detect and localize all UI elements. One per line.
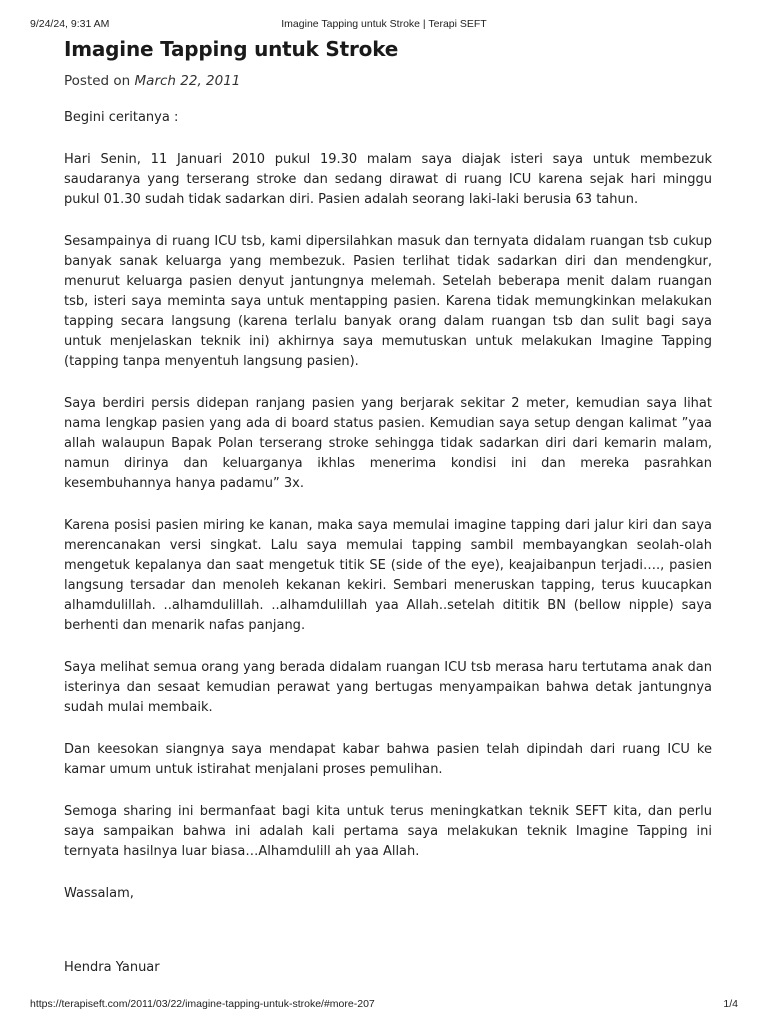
paragraph: Saya melihat semua orang yang berada didalam ruangan ICU tsb merasa haru tertutama anak dan isterinya dan sesaat kemudian perawat yang bertugas menyampaikan bahwa detak jantungnya sudah mulai membaik. [64, 660, 712, 715]
print-footer [30, 998, 738, 1012]
print-header [30, 18, 738, 32]
author-name: Hendra Yanuar [64, 960, 160, 975]
paragraph: Sesampainya di ruang ICU tsb, kami dipersilahkan masuk dan ternyata didalam ruangan tsb cukup banyak sanak keluarga yang membezuk. Pasien terlihat tidak sadarkan diri dan mendengkur, menurut keluarga pasien denyut jantungnya melemah. Setelah beberapa menit dalam ruangan tsb, isteri saya meminta saya untuk mentapping pasien. Karena tidak memungkinkan melakukan tapping secara langsung (karena terlalu banyak orang dalam ruangan tsb dan sulit bagi saya untuk menjelaskan teknik ini) akhirnya saya memutuskan untuk melakukan Imagine Tapping (tapping tanpa menyentuh langsung pasien). [64, 234, 712, 369]
paragraph: Hari Senin, 11 Januari 2010 pukul 19.30 malam saya diajak isteri saya untuk membezuk saudaranya yang terserang stroke dan sedang dirawat di ruang ICU karena sejak hari minggu pukul 01.30 sudah tidak sadarkan diri. Pasien adalah seorang laki-laki berusia 63 tahun. [64, 152, 712, 207]
paragraph-intro: Begini ceritanya : [64, 110, 179, 125]
paragraph: Karena posisi pasien miring ke kanan, maka saya memulai imagine tapping dari jalur kiri dan saya merencanakan versi singkat. Lalu saya memulai tapping sambil membayangkan seolah-olah mengetuk kepalanya dan saat mengetuk titik SE (side of the eye), keajaibanpun terjadi…., pasien langsung tersadar dan menoleh kekanan kekiri. Sembari meneruskan tapping, terus kuucapkan alhamdulillah. ..alhamdulillah. ..alhamdulillah yaa Allah..setelah dititik BN (bellow nipple) saya berhenti dan menarik nafas panjang. [64, 518, 712, 633]
article-title: Imagine Tapping untuk Stroke [64, 37, 399, 61]
posted-date-link[interactable]: March 22, 2011 [134, 73, 241, 89]
page-number: 1/4 [723, 998, 738, 1010]
page-url: https://terapiseft.com/2011/03/22/imagine-tapping-untuk-stroke/#more-207 [30, 998, 375, 1010]
paragraph: Saya berdiri persis didepan ranjang pasien yang berjarak sekitar 2 meter, kemudian saya lihat nama lengkap pasien yang ada di board status pasien. Kemudian saya setup dengan kalimat ”yaa allah walaupun Bapak Polan terserang stroke sehingga tidak sadarkan diri dari kemarin malam, namun dirinya dan keluarganya ikhlas menerima kondisi ini dan mereka pasrahkan kesembuhannya hanya padamu” 3x. [64, 396, 712, 491]
post-meta [64, 71, 712, 91]
paragraph: Dan keesokan siangnya saya mendapat kabar bahwa pasien telah dipindah dari ruang ICU ke kamar umum untuk istirahat menjalani proses pemulihan. [64, 742, 712, 777]
paragraph: Semoga sharing ini bermanfaat bagi kita untuk terus meningkatkan teknik SEFT kita, dan perlu saya sampaikan bahwa ini adalah kali pertama saya melakukan teknik Imagine Tapping ini ternyata hasilnya luar biasa…Alhamdulill ah yaa Allah. [64, 804, 712, 859]
article [64, 36, 712, 1000]
print-date: 9/24/24, 9:31 AM [30, 18, 110, 30]
article-content [64, 108, 712, 978]
posted-prefix: Posted on [64, 73, 131, 89]
sign-off: Wassalam, [64, 886, 134, 901]
print-page-title: Imagine Tapping untuk Stroke | Terapi SEFT [281, 18, 487, 30]
